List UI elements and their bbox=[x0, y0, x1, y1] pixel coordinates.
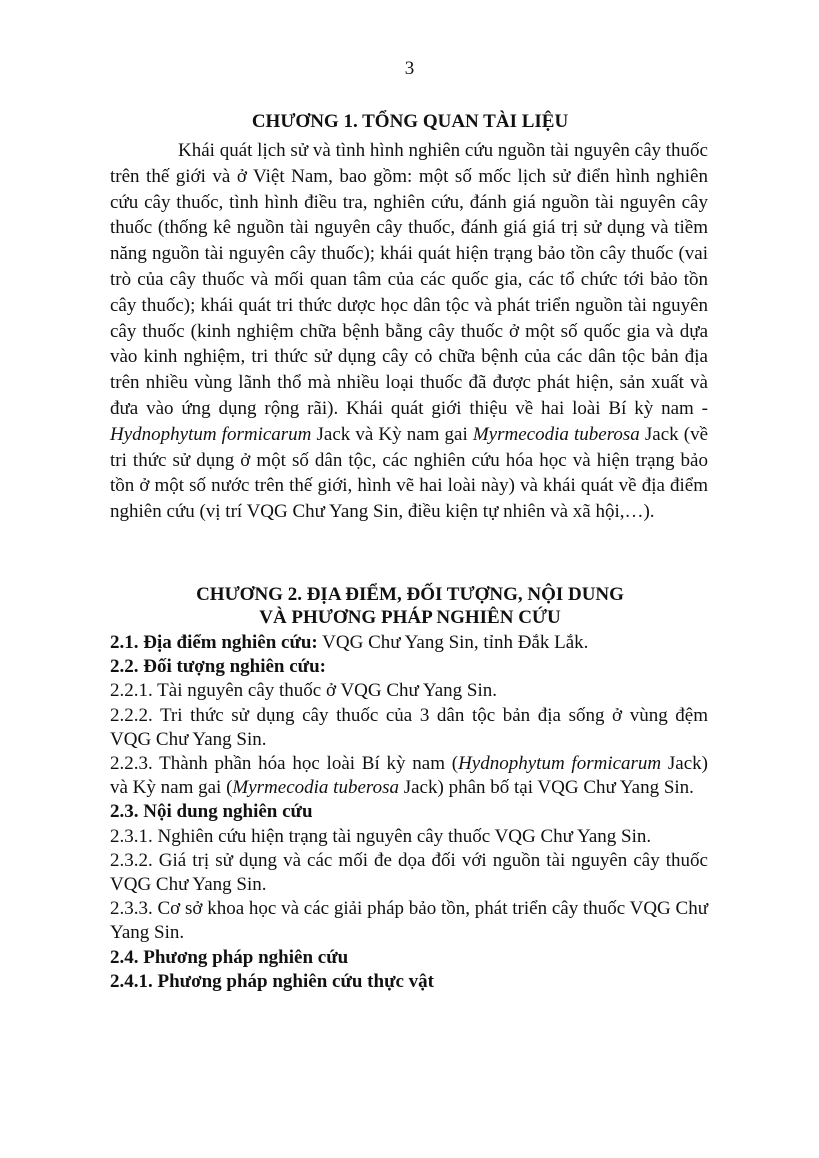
section-2-3-3: 2.3.3. Cơ sở khoa học và các giải pháp bảo tồn, phát triển cây thuốc VQG Chư Yang Sin. bbox=[110, 898, 708, 944]
chapter-1-text-mid: Jack và Kỳ nam gai bbox=[311, 423, 473, 445]
section-2-2-3-text-c: Jack) phân bố tại VQG Chư Yang Sin. bbox=[398, 777, 694, 799]
section-2-1 bbox=[110, 631, 708, 655]
chapter-1-paragraph bbox=[110, 138, 708, 525]
species-name-hydnophytum: Hydnophytum formicarum bbox=[110, 423, 312, 445]
section-2-2-3 bbox=[110, 752, 708, 800]
section-2-2-2: 2.2.2. Tri thức sử dụng cây thuốc của 3 dân tộc bản địa sống ở vùng đệm VQG Chư Yang Sin. bbox=[110, 704, 708, 750]
section-2-2-heading: 2.2. Đối tượng nghiên cứu: bbox=[110, 656, 326, 678]
section-2-2-3-text-b: Jack) và Kỳ nam gai ( bbox=[110, 753, 709, 799]
section-2-4-1-heading: 2.4.1. Phương pháp nghiên cứu thực vật bbox=[110, 970, 434, 992]
section-2-1-text: VQG Chư Yang Sin, tỉnh Đắk Lắk. bbox=[317, 632, 589, 653]
section-2-3-2: 2.3.2. Giá trị sử dụng và các mối đe dọa đối với nguồn tài nguyên cây thuốc VQG Chư Yang Sin. bbox=[110, 849, 708, 896]
chapter-2-title-line-2: VÀ PHƯƠNG PHÁP NGHIÊN CỨU bbox=[259, 607, 561, 628]
chapter-2-title-line-1: CHƯƠNG 2. ĐỊA ĐIỂM, ĐỐI TƯỢNG, NỘI DUNG bbox=[196, 584, 624, 605]
chapter-1-text-end: Jack (về tri thức sử dụng ở một số dân tộc, các nghiên cứu hóa học và hiện trạng bảo tồn ở một số nước trên thế giới, hình vẽ hai loài này) và khái quát về địa điểm nghiên cứu (vị trí VQG Chư Yang Sin, điều kiện tự nhiên và xã hội,…). bbox=[110, 423, 708, 523]
chapter-2-title bbox=[110, 583, 710, 629]
species-name-hydnophytum: Hydnophytum formicarum bbox=[458, 753, 662, 775]
chapter-1-text-start: Khái quát lịch sử và tình hình nghiên cứu nguồn tài nguyên cây thuốc trên thế giới và ở Việt Nam, bao gồm: một số mốc lịch sử điển hình nghiên cứu cây thuốc, tình hình điều tra, nghiên cứu, đánh giá nguồn tài nguyên cây thuốc (thống kê nguồn tài nguyên cây thuốc, đánh giá giá trị sử dụng và tiềm năng nguồn tài nguyên cây thuốc); khái quát hiện trạng bảo tồn cây thuốc (vai trò của cây thuốc và mối quan tâm của các quốc gia, các tổ chức tới bảo tồn cây thuốc); khái quát tri thức dược học dân tộc và phát triển nguồn tài nguyên cây thuốc (kinh nghiệm chữa bệnh bằng cây thuốc ở một số quốc gia và dựa vào kinh nghiệm, tri thức sử dụng cây cỏ chữa bệnh của các dân tộc bản địa trên nhiều vùng lãnh thổ mà nhiều loại thuốc đã được phát hiện, sản xuất và đưa vào ứng dụng rộng rãi). Khái quát giới thiệu về hai loài Bí kỳ nam - bbox=[110, 140, 708, 419]
section-2-3-1: 2.3.1. Nghiên cứu hiện trạng tài nguyên cây thuốc VQG Chư Yang Sin. bbox=[110, 825, 652, 847]
section-2-1-label: 2.1. Địa điểm nghiên cứu: bbox=[110, 632, 318, 653]
section-2-2-1: 2.2.1. Tài nguyên cây thuốc ở VQG Chư Yang Sin. bbox=[110, 680, 497, 702]
species-name-myrmecodia: Myrmecodia tuberosa bbox=[472, 423, 640, 445]
section-2-3-heading: 2.3. Nội dung nghiên cứu bbox=[110, 801, 313, 823]
chapter-1-title: CHƯƠNG 1. TỔNG QUAN TÀI LIỆU bbox=[251, 111, 569, 132]
section-2-4-heading: 2.4. Phương pháp nghiên cứu bbox=[110, 946, 349, 968]
chapter-2-body bbox=[110, 631, 708, 994]
page-number: 3 bbox=[404, 58, 415, 79]
species-name-myrmecodia: Myrmecodia tuberosa bbox=[232, 777, 399, 799]
section-2-2-3-text-a: 2.2.3. Thành phần hóa học loài Bí kỳ nam ( bbox=[110, 753, 459, 775]
